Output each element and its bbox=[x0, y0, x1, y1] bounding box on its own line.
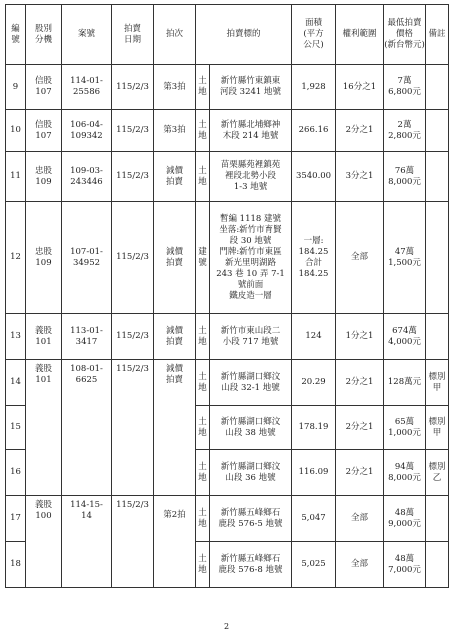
cell-kind: 土 地 bbox=[196, 542, 210, 588]
cell-class: 忠股 109 bbox=[26, 202, 62, 314]
cell-target: 新竹縣北埔鄉神 木段 214 地號 bbox=[210, 110, 292, 152]
cell-class: 義股 100 bbox=[26, 496, 62, 588]
cell-target: 新竹縣竹東鎮東 河段 3241 地號 bbox=[210, 65, 292, 110]
cell-kind: 土 地 bbox=[196, 496, 210, 542]
cell-note: 標別 甲 bbox=[426, 360, 449, 406]
cell-kind: 土 地 bbox=[196, 360, 210, 406]
cell-price: 47萬 1,500元 bbox=[384, 202, 426, 314]
header-round: 拍次 bbox=[154, 5, 196, 65]
header-target: 拍賣標的 bbox=[196, 5, 292, 65]
cell-price: 128萬元 bbox=[384, 360, 426, 406]
header-case: 案號 bbox=[62, 5, 112, 65]
table-row bbox=[6, 152, 449, 202]
cell-kind: 土 地 bbox=[196, 450, 210, 496]
cell-note bbox=[426, 152, 449, 202]
cell-class: 忠股 109 bbox=[26, 152, 62, 202]
cell-scope: 全部 bbox=[336, 496, 384, 542]
cell-price: 65萬 1,000元 bbox=[384, 406, 426, 450]
cell-scope: 全部 bbox=[336, 542, 384, 588]
cell-round: 第3拍 bbox=[154, 110, 196, 152]
cell-note bbox=[426, 110, 449, 152]
cell-target: 新竹縣五峰鄉石 鹿段 576-5 地號 bbox=[210, 496, 292, 542]
cell-round: 第3拍 bbox=[154, 65, 196, 110]
cell-class: 義股 101 bbox=[26, 314, 62, 360]
cell-round: 減價 拍賣 bbox=[154, 202, 196, 314]
table-row bbox=[6, 314, 449, 360]
cell-no: 18 bbox=[6, 542, 26, 588]
cell-no: 16 bbox=[6, 450, 26, 496]
cell-date: 115/2/3 bbox=[112, 496, 154, 588]
cell-kind: 土 地 bbox=[196, 314, 210, 360]
cell-case: 107-01- 34952 bbox=[62, 202, 112, 314]
table-row bbox=[6, 65, 449, 110]
cell-area: 5,025 bbox=[292, 542, 336, 588]
cell-note bbox=[426, 314, 449, 360]
cell-scope: 16分之1 bbox=[336, 65, 384, 110]
table-row bbox=[6, 496, 449, 542]
cell-target: 新竹縣湖口鄉汶 山段 36 地號 bbox=[210, 450, 292, 496]
cell-no: 11 bbox=[6, 152, 26, 202]
cell-date: 115/2/3 bbox=[112, 152, 154, 202]
cell-note: 標別 甲 bbox=[426, 406, 449, 450]
cell-no: 14 bbox=[6, 360, 26, 406]
header-no: 編 號 bbox=[6, 5, 26, 65]
cell-note bbox=[426, 65, 449, 110]
cell-area: 3540.00 bbox=[292, 152, 336, 202]
cell-no: 17 bbox=[6, 496, 26, 542]
cell-scope: 2分之1 bbox=[336, 360, 384, 406]
cell-note bbox=[426, 542, 449, 588]
cell-price: 76萬 8,000元 bbox=[384, 152, 426, 202]
cell-target: 苗栗縣苑裡鎮苑 裡段北勢小段 1-3 地號 bbox=[210, 152, 292, 202]
cell-case: 109-03- 243446 bbox=[62, 152, 112, 202]
header-row bbox=[6, 5, 449, 65]
cell-note bbox=[426, 496, 449, 542]
cell-case: 113-01- 3417 bbox=[62, 314, 112, 360]
cell-target: 新竹縣湖口鄉汶 山段 38 地號 bbox=[210, 406, 292, 450]
header-date: 拍賣 日期 bbox=[112, 5, 154, 65]
cell-note bbox=[426, 202, 449, 314]
cell-scope: 2分之1 bbox=[336, 406, 384, 450]
cell-price: 48萬 7,000元 bbox=[384, 542, 426, 588]
cell-round: 第2拍 bbox=[154, 496, 196, 588]
cell-scope: 2分之1 bbox=[336, 450, 384, 496]
cell-area: 一層: 184.25 合計 184.25 bbox=[292, 202, 336, 314]
cell-no: 15 bbox=[6, 406, 26, 450]
cell-kind: 土 地 bbox=[196, 65, 210, 110]
cell-no: 9 bbox=[6, 65, 26, 110]
header-area: 面積 (平方 公尺) bbox=[292, 5, 336, 65]
cell-target: 新竹縣湖口鄉汶 山段 32-1 地號 bbox=[210, 360, 292, 406]
cell-area: 178.19 bbox=[292, 406, 336, 450]
cell-target: 新竹縣五峰鄉石 鹿段 576-8 地號 bbox=[210, 542, 292, 588]
cell-area: 20.29 bbox=[292, 360, 336, 406]
cell-date: 115/2/3 bbox=[112, 110, 154, 152]
cell-price: 94萬 8,000元 bbox=[384, 450, 426, 496]
cell-round: 減價 拍賣 bbox=[154, 152, 196, 202]
cell-target: 新竹市東山段二 小段 717 地號 bbox=[210, 314, 292, 360]
cell-no: 12 bbox=[6, 202, 26, 314]
cell-date: 115/2/3 bbox=[112, 360, 154, 496]
cell-no: 13 bbox=[6, 314, 26, 360]
cell-case: 106-04- 109342 bbox=[62, 110, 112, 152]
header-scope: 權利範圍 bbox=[336, 5, 384, 65]
header-price: 最低拍賣 價格 (新台幣元) bbox=[384, 5, 426, 65]
cell-date: 115/2/3 bbox=[112, 202, 154, 314]
header-class: 股別 分機 bbox=[26, 5, 62, 65]
cell-price: 2萬 2,800元 bbox=[384, 110, 426, 152]
cell-area: 266.16 bbox=[292, 110, 336, 152]
cell-note: 標別 乙 bbox=[426, 450, 449, 496]
cell-price: 7萬 6,800元 bbox=[384, 65, 426, 110]
cell-scope: 2分之1 bbox=[336, 110, 384, 152]
cell-class: 信股 107 bbox=[26, 110, 62, 152]
cell-kind: 土 地 bbox=[196, 152, 210, 202]
cell-kind: 土 地 bbox=[196, 110, 210, 152]
cell-no: 10 bbox=[6, 110, 26, 152]
table-row bbox=[6, 202, 449, 314]
cell-area: 116.09 bbox=[292, 450, 336, 496]
cell-area: 124 bbox=[292, 314, 336, 360]
auction-table bbox=[5, 4, 449, 588]
cell-date: 115/2/3 bbox=[112, 65, 154, 110]
cell-round: 減價 拍賣 bbox=[154, 360, 196, 496]
cell-case: 108-01- 6625 bbox=[62, 360, 112, 496]
cell-kind: 土 地 bbox=[196, 406, 210, 450]
cell-case: 114-15- 14 bbox=[62, 496, 112, 588]
header-note: 備註 bbox=[426, 5, 449, 65]
cell-class: 信股 107 bbox=[26, 65, 62, 110]
cell-date: 115/2/3 bbox=[112, 314, 154, 360]
table-row bbox=[6, 110, 449, 152]
cell-scope: 3分之1 bbox=[336, 152, 384, 202]
cell-target: 暫編 1118 建號 坐落:新竹市育賢 段 30 地號 門牌:新竹市東區 新光里明湖路 243 巷 10 弄 7-1 號前面 鐵皮造一層 bbox=[210, 202, 292, 314]
cell-round: 減價 拍賣 bbox=[154, 314, 196, 360]
cell-area: 5,047 bbox=[292, 496, 336, 542]
cell-price: 48萬 9,000元 bbox=[384, 496, 426, 542]
cell-class: 義股 101 bbox=[26, 360, 62, 496]
cell-scope: 1分之1 bbox=[336, 314, 384, 360]
cell-price: 674萬 4,000元 bbox=[384, 314, 426, 360]
cell-case: 114-01- 25586 bbox=[62, 65, 112, 110]
table-row bbox=[6, 360, 449, 406]
cell-scope: 全部 bbox=[336, 202, 384, 314]
cell-area: 1,928 bbox=[292, 65, 336, 110]
cell-kind: 建 號 bbox=[196, 202, 210, 314]
page-number: 2 bbox=[223, 622, 230, 631]
